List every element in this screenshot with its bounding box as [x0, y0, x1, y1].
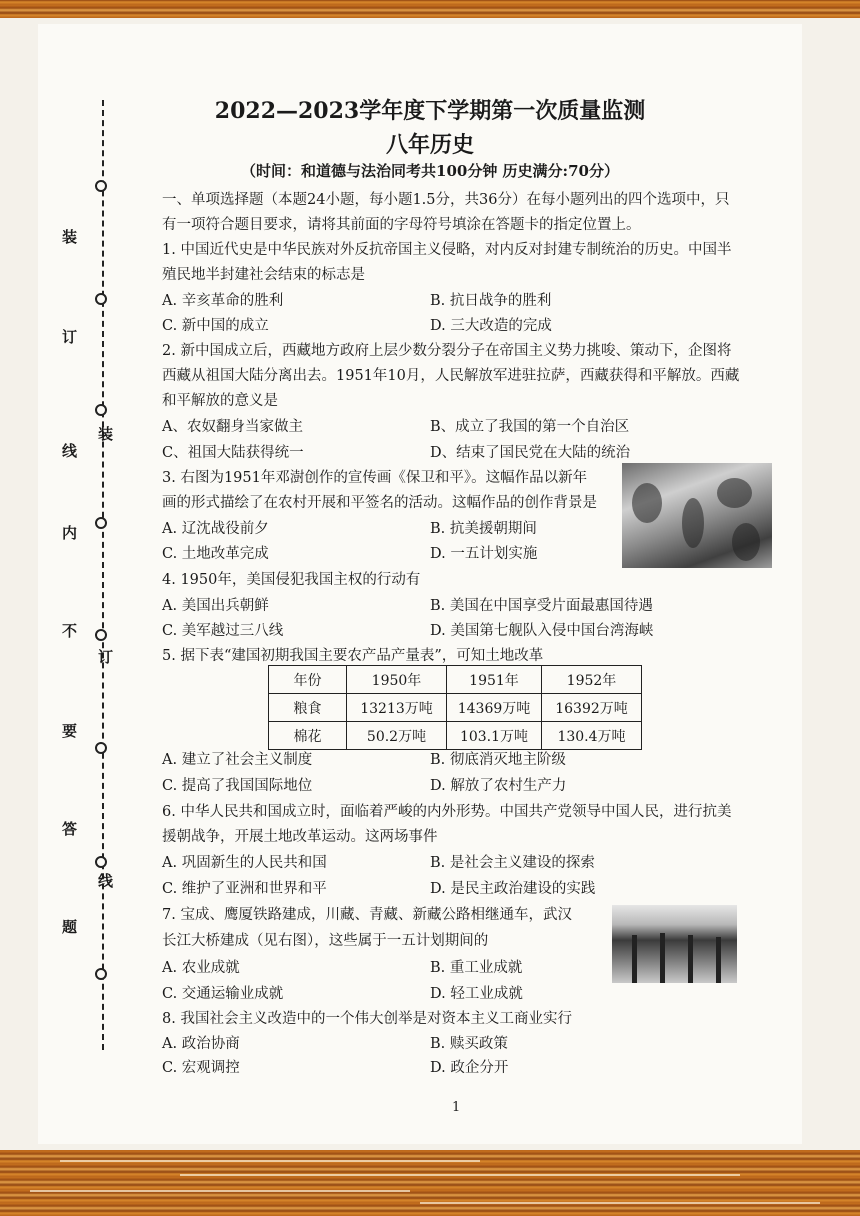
- question-5-option-d: D. 解放了农村生产力: [430, 778, 567, 794]
- exam-title: 2022—2023学年度下学期第一次质量监测: [214, 98, 646, 124]
- table-cell: 130.4万吨: [542, 722, 642, 750]
- question-7-option-b: B. 重工业成就: [430, 960, 523, 976]
- binding-label-char: 题: [62, 918, 78, 936]
- question-2-text: 和平解放的意义是: [162, 393, 278, 409]
- question-2-option-d: D、结束了国民党在大陆的统治: [430, 445, 631, 461]
- question-3-text: 3. 右图为1951年邓澍创作的宣传画《保卫和平》。这幅作品以新年: [162, 470, 588, 486]
- table-cell: 13213万吨: [347, 694, 447, 722]
- question-5-option-c: C. 提高了我国国际地位: [162, 778, 313, 794]
- page-number: 1: [452, 1100, 461, 1115]
- binding-label-char: 线: [62, 442, 78, 460]
- binding-hole: [95, 293, 107, 305]
- question-2-option-b: B、成立了我国的第一个自治区: [430, 419, 630, 435]
- table-cell: 14369万吨: [447, 694, 542, 722]
- question-7-option-a: A. 农业成就: [162, 960, 240, 976]
- table-row: [269, 694, 642, 722]
- table-header-row: [269, 666, 642, 694]
- question-4-text: 4. 1950年，美国侵犯我国主权的行动有: [162, 572, 421, 588]
- question-4-option-b: B. 美国在中国享受片面最惠国待遇: [430, 598, 653, 614]
- wood-grain: [60, 1160, 480, 1162]
- wood-grain: [420, 1202, 820, 1204]
- table-header: 1951年: [447, 666, 542, 694]
- propaganda-painting-image: [622, 463, 772, 568]
- table-header: 1952年: [542, 666, 642, 694]
- question-6-text: 6. 中华人民共和国成立时，面临着严峻的内外形势。中国共产党领导中国人民，进行抗美: [162, 804, 732, 820]
- question-3-option-c: C. 土地改革完成: [162, 546, 269, 562]
- question-4-option-c: C. 美军越过三八线: [162, 623, 284, 639]
- question-5-option-a: A. 建立了社会主义制度: [162, 752, 313, 768]
- table-cell: 50.2万吨: [347, 722, 447, 750]
- question-5-text: 5. 据下表“建国初期我国主要农产品产量表”，可知土地改革: [162, 648, 544, 664]
- question-7-option-c: C. 交通运输业成就: [162, 986, 284, 1002]
- table-cell: 棉花: [269, 722, 347, 750]
- binding-label-char: 答: [62, 820, 78, 838]
- question-3-option-b: B. 抗美援朝期间: [430, 521, 537, 537]
- binding-hole: [95, 517, 107, 529]
- question-8-option-c: C. 宏观调控: [162, 1060, 240, 1076]
- question-8-text: 8. 我国社会主义改造中的一个伟大创举是对资本主义工商业实行: [162, 1011, 572, 1027]
- binding-dashed-line: [102, 100, 104, 1050]
- question-6-option-d: D. 是民主政治建设的实践: [430, 881, 596, 897]
- question-3-text: 画的形式描绘了在农村开展和平签名的活动。这幅作品的创作背景是: [162, 495, 597, 511]
- question-1-text: 殖民地半封建社会结束的标志是: [162, 267, 365, 283]
- table-header: 年份: [269, 666, 347, 694]
- wood-grain: [30, 1190, 410, 1192]
- question-7-text: 7. 宝成、鹰厦铁路建成，川藏、青藏、新藏公路相继通车，武汉: [162, 907, 572, 923]
- question-2-option-c: C、祖国大陆获得统一: [162, 445, 304, 461]
- binding-hole: [95, 180, 107, 192]
- question-6-text: 援朝战争，开展土地改革运动。这两场事件: [162, 829, 438, 845]
- binding-hole: [95, 404, 107, 416]
- binding-label-char: 要: [62, 722, 78, 740]
- question-6-option-a: A. 巩固新生的人民共和国: [162, 855, 327, 871]
- question-1-text: 1. 中国近代史是中华民族对外反抗帝国主义侵略，对内反对封建专制统治的历史。中国半: [162, 242, 732, 258]
- question-3-option-a: A. 辽沈战役前夕: [162, 521, 269, 537]
- table-row: [269, 722, 642, 750]
- question-1-option-a: A. 辛亥革命的胜利: [162, 293, 284, 309]
- table-cell: 16392万吨: [542, 694, 642, 722]
- question-8-option-d: D. 政企分开: [430, 1060, 509, 1076]
- table-header: 1950年: [347, 666, 447, 694]
- wood-border-top: [0, 0, 860, 18]
- question-2-text: 2. 新中国成立后，西藏地方政府上层少数分裂分子在帝国主义势力挑唆、策动下，企图将: [162, 343, 732, 359]
- question-6-option-c: C. 维护了亚洲和世界和平: [162, 881, 327, 897]
- exam-time-note: （时间：和道德与法治同考共100分钟 历史满分:70分）: [241, 162, 619, 180]
- question-1-option-d: D. 三大改造的完成: [430, 318, 552, 334]
- binding-mid-char: 线: [98, 872, 114, 890]
- production-table: [268, 665, 642, 750]
- wood-border-bottom: [0, 1150, 860, 1216]
- table-cell: 粮食: [269, 694, 347, 722]
- wood-grain: [180, 1174, 740, 1176]
- question-8-option-a: A. 政治协商: [162, 1036, 240, 1052]
- binding-hole: [95, 629, 107, 641]
- binding-mid-char: 装: [98, 425, 114, 443]
- binding-label-char: 不: [62, 622, 78, 640]
- binding-label-char: 订: [62, 328, 78, 346]
- binding-mid-char: 订: [98, 648, 114, 666]
- binding-hole: [95, 856, 107, 868]
- question-3-option-d: D. 一五计划实施: [430, 546, 538, 562]
- question-7-text: 长江大桥建成（见右图），这些属于一五计划期间的: [162, 933, 489, 949]
- question-2-option-a: A、农奴翻身当家做主: [162, 419, 303, 435]
- binding-label-char: 装: [62, 228, 78, 246]
- question-5-option-b: B. 彻底消灭地主阶级: [430, 752, 566, 768]
- exam-subject: 八年历史: [385, 132, 474, 158]
- section-heading: 有一项符合题目要求，请将其前面的字母符号填涂在答题卡的指定位置上。: [162, 217, 641, 233]
- question-1-option-b: B. 抗日战争的胜利: [430, 293, 552, 309]
- wuhan-bridge-image: [612, 905, 737, 983]
- binding-label-char: 内: [62, 524, 78, 542]
- binding-hole: [95, 968, 107, 980]
- question-8-option-b: B. 赎买政策: [430, 1036, 508, 1052]
- question-7-option-d: D. 轻工业成就: [430, 986, 523, 1002]
- section-heading: 一、单项选择题（本题24小题，每小题1.5分，共36分）在每小题列出的四个选项中，只: [162, 192, 730, 208]
- table-cell: 103.1万吨: [447, 722, 542, 750]
- question-2-text: 西藏从祖国大陆分离出去。1951年10月，人民解放军进驻拉萨，西藏获得和平解放。西藏: [162, 368, 740, 384]
- binding-hole: [95, 742, 107, 754]
- question-4-option-d: D. 美国第七舰队入侵中国台湾海峡: [430, 623, 654, 639]
- question-1-option-c: C. 新中国的成立: [162, 318, 269, 334]
- question-4-option-a: A. 美国出兵朝鲜: [162, 598, 269, 614]
- question-6-option-b: B. 是社会主义建设的探索: [430, 855, 595, 871]
